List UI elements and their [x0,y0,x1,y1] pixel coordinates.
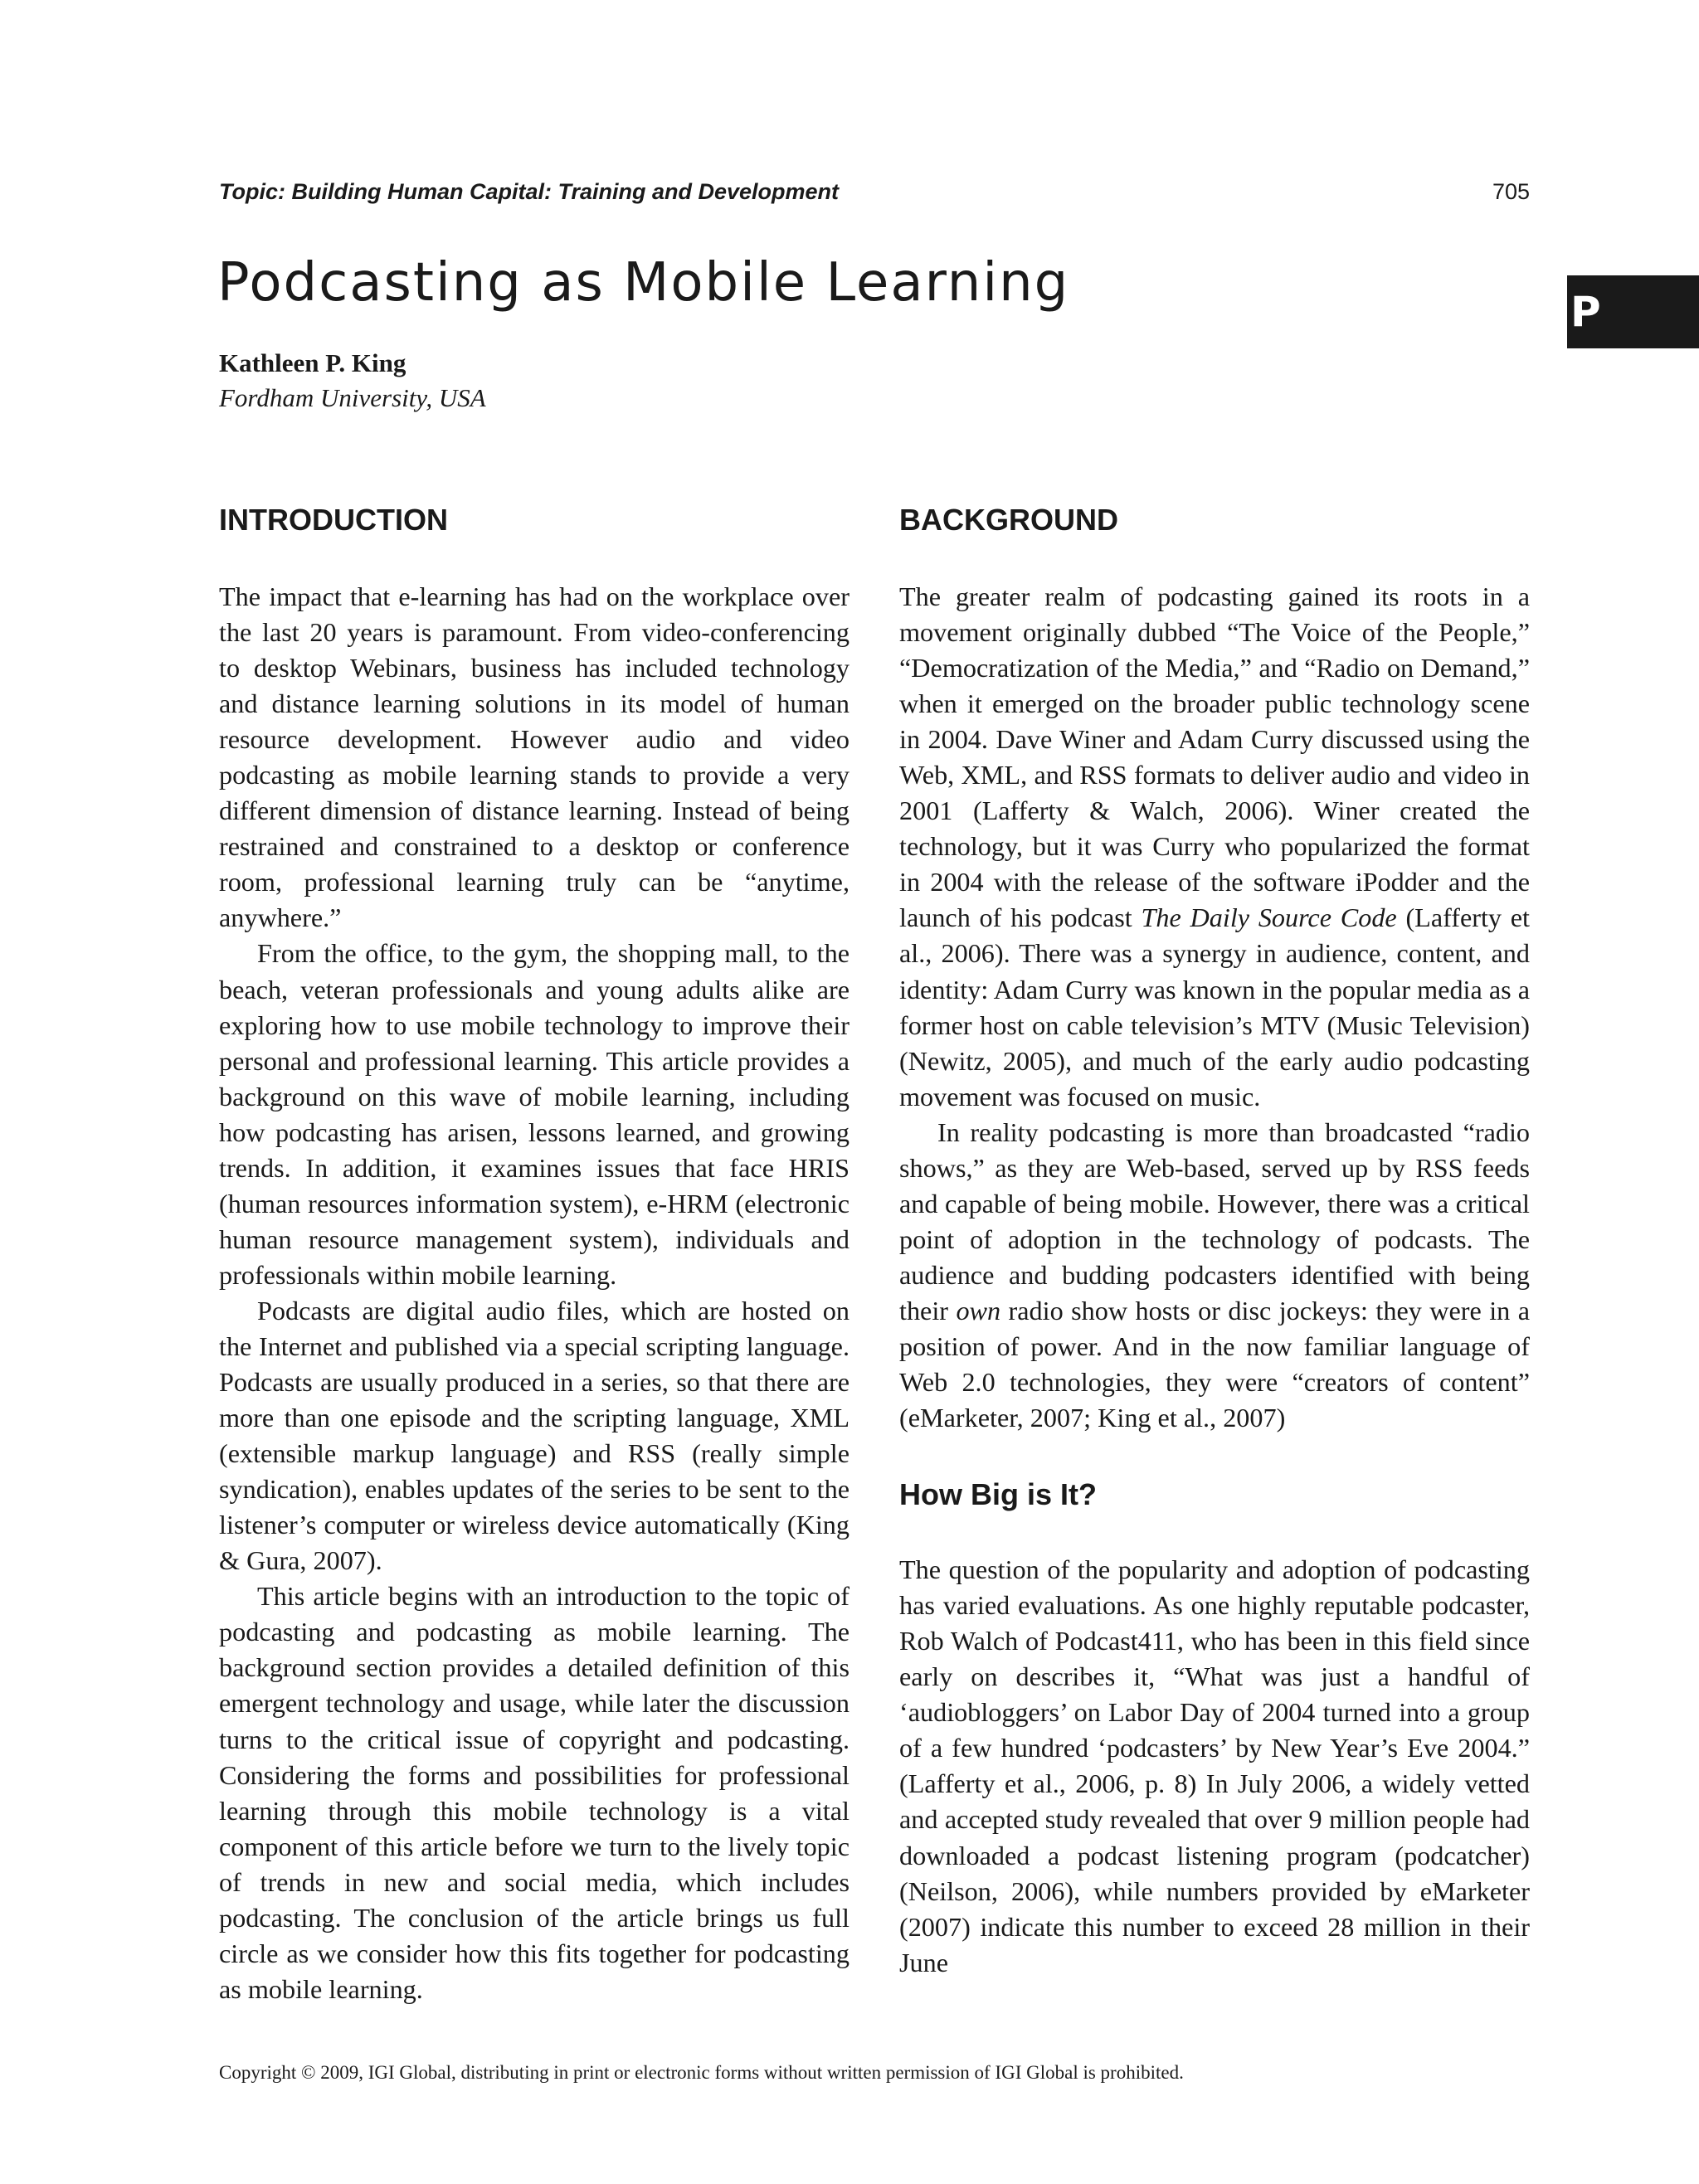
background-text: In reality podcasting is more than broadcasted “radio shows,” as they are Web-based, served up by RSS feeds and capable of being mobile. However, there was a critical point of adoption in the technology of podcasts. The audience and budding podcasters identified with being their [899,1116,1530,1325]
copyright-footer: Copyright © 2009, IGI Global, distributing in print or electronic forms without written permission of IGI Global is prohibited. [219,2062,1184,2083]
how-big-paragraph: The question of the popularity and adoption of podcasting has varied evaluations. As one highly reputable podcaster, Rob Walch of Podcast411, who has been in this field since early on describes it, “What was just a handful of ‘audiobloggers’ on Labor Day of 2004 turned into a group of a few hundred ‘podcasters’ by New Year’s Eve 2004.” (Lafferty et al., 2006, p. 8) In July 2006, a widely vetted and accepted study revealed that over 9 million people had downloaded a podcast listening program (podcatcher) (Neilson, 2006), while numbers provided by eMarketer (2007) indicate this number to exceed 28 million in their June [899,1554,1530,1977]
background-paragraph [899,579,1530,1115]
author-affiliation: Fordham University, USA [219,383,486,412]
article-title: Podcasting as Mobile Learning [217,252,1070,314]
introduction-paragraph: The impact that e-learning has had on the workplace over the last 20 years is paramount. From video-conferencing to desktop Webinars, business has included technology and distance learning solutions in its model of human resource development. However audio and video podcasting as mobile learning stands to provide a very different dimension of distance learning. Instead of being restrained and constrained to a desktop or conference room, professional learning truly can be “anytime, anywhere.” [219,581,850,933]
how-big-heading: How Big is It? [899,1477,1097,1512]
background-heading: BACKGROUND [899,503,1118,537]
introduction-paragraph: From the office, to the gym, the shopping mall, to the beach, veteran professionals and young adults alike are exploring how to use mobile technology to improve their personal and professional learning. This article provides a background on this wave of mobile learning, including how podcasting has arisen, lessons learned, and growing trends. In addition, it examines issues that face HRIS (human resources information system), e-HRM (electronic human resource management system), individuals and professionals within mobile learning. [219,938,850,1290]
background-paragraph [899,1115,1530,1436]
background-text: (Lafferty et al., 2006). There was a synergy in audience, content, and identity: Adam Curry was known in the popular media as a former host on cable television’s MTV (Music Television) (Newitz, 2005), and much of the early audio podcasting movement was focused on music. [899,902,1531,1111]
introduction-paragraph: This article begins with an introduction to the topic of podcasting and podcasting as mobile learning. The background section provides a detailed definition of this emergent technology and usage, while later the discussion turns to the critical issue of copyright and podcasting. Considering the forms and possibilities for professional learning through this mobile technology is a vital component of this article before we turn to the lively topic of trends in new and social media, which includes podcasting. The conclusion of the article brings us full circle as we consider how this fits together for podcasting as mobile learning. [219,1581,850,2004]
background-text: radio show hosts or disc jockeys: they were in a position of power. And in the now familiar language of Web 2.0 technologies, they were “creators of content” (eMarketer, 2007; King et al., 2007) [899,1295,1531,1433]
introduction-paragraph: Podcasts are digital audio files, which are hosted on the Internet and published via a special scripting language. Podcasts are usually produced in a series, so that there are more than one episode and the scripting language, XML (extensible markup language) and RSS (really simple syndication), enables updates of the series to be sent to the listener’s computer or wireless device automatically (King & Gura, 2007). [219,1295,850,1576]
podcast-title-italic: The Daily Source Code [1141,902,1397,933]
background-text: The greater realm of podcasting gained its roots in a movement originally dubbed “The Voice of the People,” “Democratization of the Media,” and “Radio on Demand,” when it emerged on the broader public technology scene in 2004. Dave Winer and Adam Curry discussed using the Web, XML, and RSS formats to deliver audio and video in 2001 (Lafferty & Walch, 2006). Winer created the technology, but it was Curry who popularized the format in 2004 with the release of the software iPodder and the launch of his podcast [899,581,1530,933]
introduction-heading: INTRODUCTION [219,503,448,537]
left-column [219,498,850,2007]
page-number: 705 [1492,179,1530,204]
right-column [899,498,1530,1981]
emphasis-italic: own [956,1295,1001,1325]
running-head-topic: Topic: Building Human Capital: Training and Development [219,179,840,204]
author-name: Kathleen P. King [219,348,406,377]
section-thumb-tab: P [1567,275,1699,348]
